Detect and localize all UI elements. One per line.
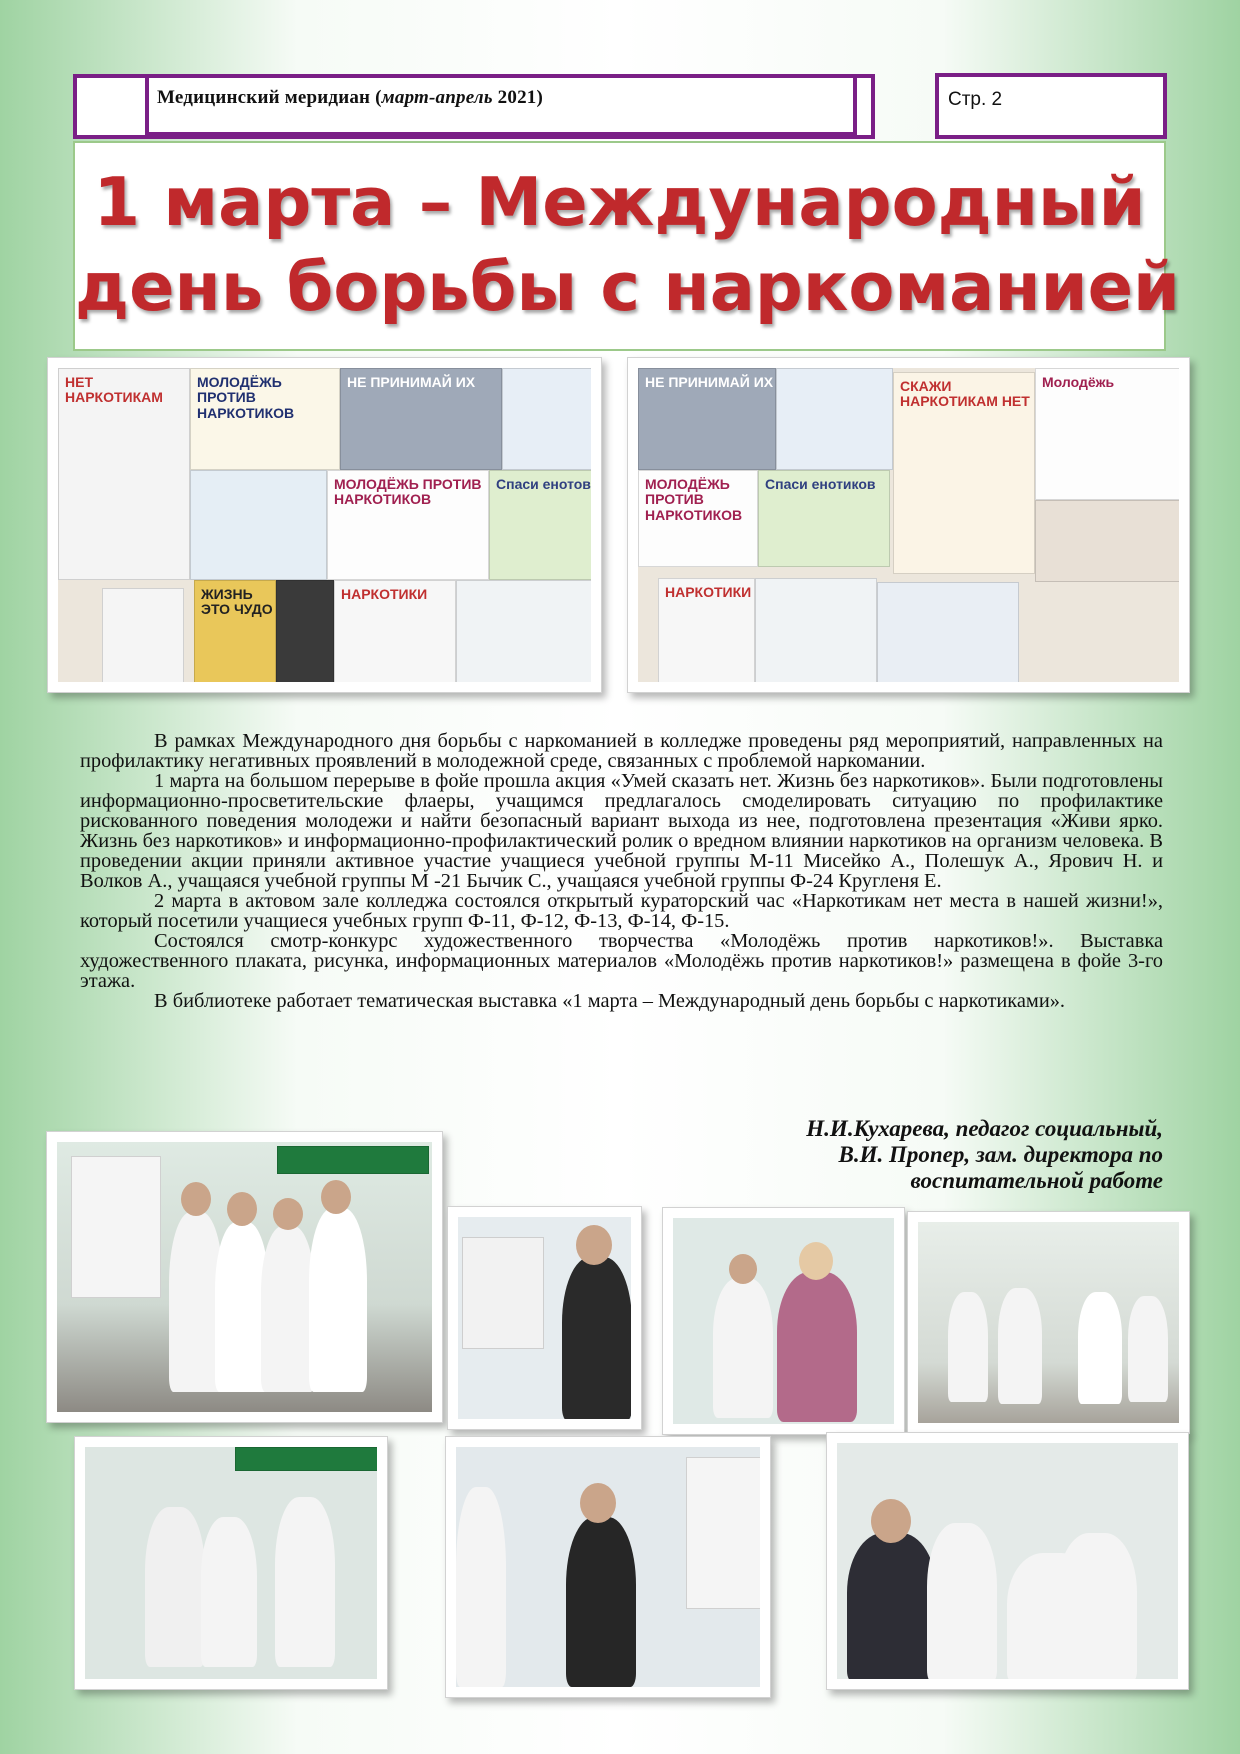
article-paragraph: Состоялся смотр-конкурс художественного творчества «Молодёжь против наркотиков!». Выставка художественного плаката, рисунка, информационных материалов «Молодёжь против наркотиков!» размещена в фойе 3-го этажа.	[80, 930, 1163, 992]
article-body	[80, 731, 1163, 1011]
article-paragraph: В рамках Международного дня борьбы с наркоманией в колледже проведены ряд мероприятий, направленных на профилактику негативных проявлений в молодежной среде, связанных с проблемой наркомании.	[80, 730, 1163, 772]
page-number: Стр. 2	[948, 89, 1003, 110]
poster-exhibition-photo-1: НЕТ НАРКОТИКАМ МОЛОДЁЖЬ ПРОТИВ НАРКОТИКОВ НЕ ПРИНИМАЙ ИХ МОЛОДЁЖЬ ПРОТИВ НАРКОТИКОВ Спаси енотов ЖИЗНЬ ЭТО ЧУДО НАРКОТИКИ	[47, 357, 602, 693]
event-photo-flyers-table	[662, 1207, 905, 1435]
event-photo-teacher-at-board	[447, 1206, 642, 1430]
newspaper-title: Медицинский меридиан (март-апрель 2021)	[157, 87, 543, 108]
article-paragraph: В библиотеке работает тематическая выставка «1 марта – Международный день борьбы с наркотиками».	[154, 990, 1066, 1012]
header-title-box	[145, 74, 857, 136]
event-photo-poster-board	[445, 1436, 771, 1698]
event-photo-students-backpacks	[74, 1436, 388, 1690]
signature	[560, 1116, 1163, 1194]
page-number-box	[935, 73, 1167, 139]
article-paragraph: 2 марта в актовом зале колледжа состоялся открытый кураторский час «Наркотикам нет места в нашей жизни!», который посетили учащиеся учебных групп Ф-11, Ф-12, Ф-13, Ф-14, Ф-15.	[80, 890, 1163, 932]
article-paragraph: 1 марта на большом перерыве в фойе прошла акция «Умей сказать нет. Жизнь без наркотиков». Были подготовлены информационно-просветительские флаеры, учащимся предлагалось смоделировать ситуацию по профилактике рискованного поведения молодежи и найти безопасный вариант выхода из нее, подготовлена презентация «Живи ярко. Жизнь без наркотиков» и информационно-профилактический ролик о вредном влиянии наркотиков на организм человека. В проведении акции приняли активное участие учащиеся учебной группы М-11 Мисейко А., Полешук А., Ярович Н. и Волков А., учащаяся учебной группы М -21 Бычик С., учащаяся учебной группы Ф-24 Кругленя Е.	[80, 770, 1163, 892]
signature-line-1: Н.И.Кухарева, педагог социальный,	[806, 1116, 1163, 1141]
signature-line-3: воспитательной работе	[910, 1168, 1163, 1193]
headline-line-2: день борьбы с наркоманией	[75, 248, 1180, 326]
event-photo-corridor	[907, 1211, 1190, 1434]
event-photo-students-activity	[826, 1432, 1189, 1690]
event-photo-students-group	[46, 1131, 443, 1423]
signature-line-2: В.И. Пропер, зам. директора по	[838, 1142, 1163, 1167]
headline-box	[73, 141, 1180, 351]
poster-exhibition-photo-2: НЕ ПРИНИМАЙ ИХ СКАЖИ НАРКОТИКАМ НЕТ Молодёжь МОЛОДЁЖЬ ПРОТИВ НАРКОТИКОВ Спаси енотиков НАРКОТИКИ	[627, 357, 1190, 693]
headline-line-1: 1 марта – Международный	[93, 163, 1146, 241]
